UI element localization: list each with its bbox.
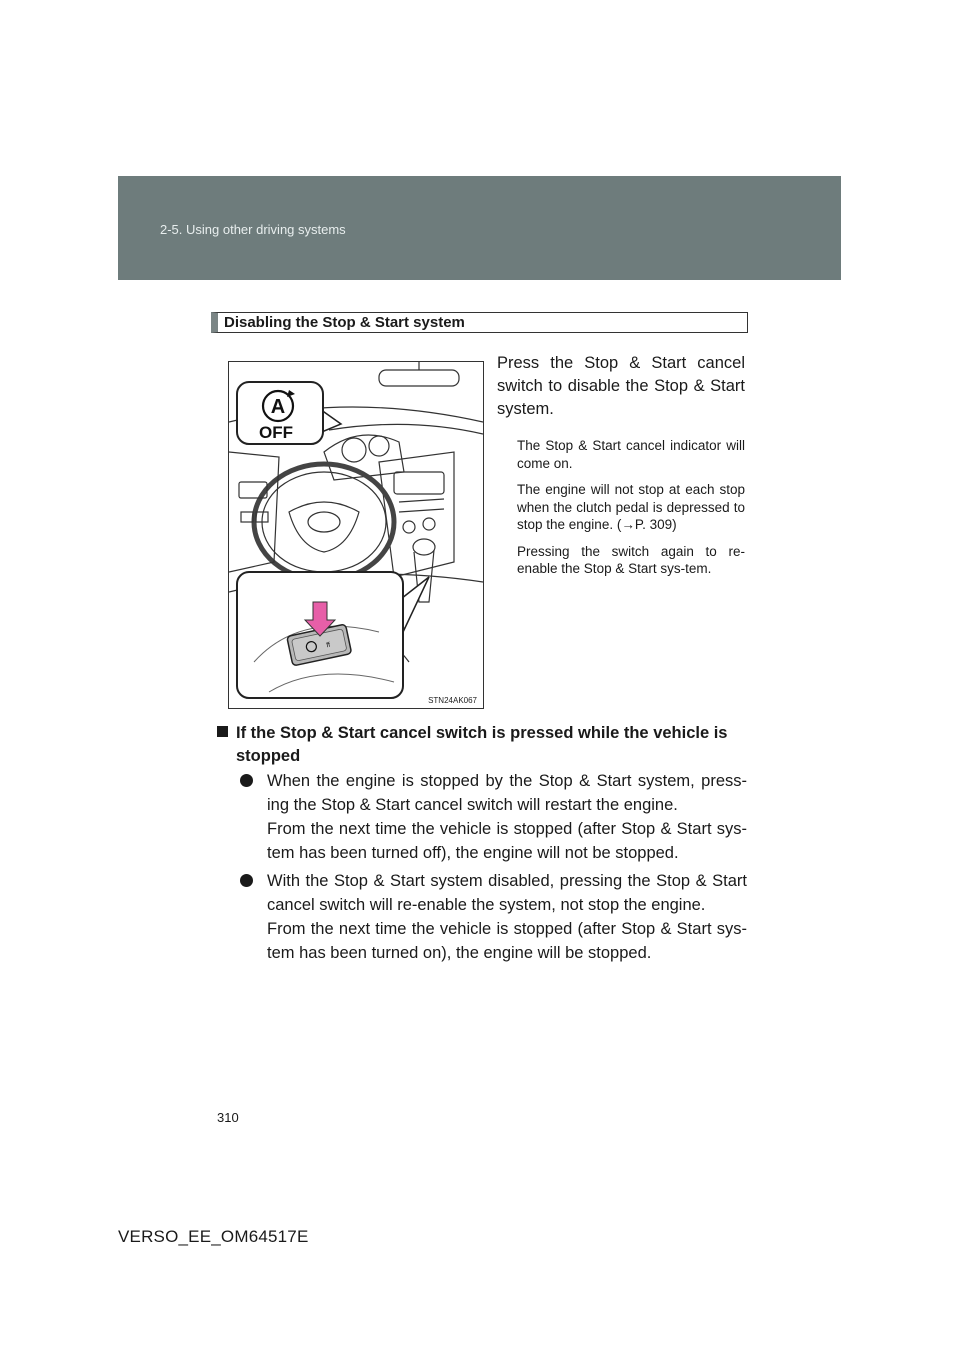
figure-code: STN24AK067 [428, 696, 477, 705]
intro-text: Press the Stop & Start cancel switch to disable the Stop & Start system. [497, 354, 745, 418]
dashboard-illustration [228, 361, 484, 709]
bullet-item: When the engine is stopped by the Stop & Start system, press- ing the Stop & Start cancel switch will restart the engine. From the next time the vehicle is stopped (after Stop & Start sys- tem has been turned off), the engine will not be stopped. [240, 769, 747, 865]
footer-code: VERSO_EE_OM64517E [118, 1227, 309, 1246]
notes [517, 437, 745, 587]
note-item: The engine will not stop at each stop when the clutch pedal is depressed to stop the engine. (→P. 309) [517, 482, 745, 532]
a-symbol: A [270, 396, 286, 418]
dashboard-drawing [229, 362, 483, 708]
header-band [118, 176, 841, 280]
note-item: Pressing the switch again to re-enable the Stop & Start sys-tem. [517, 543, 745, 576]
square-bullet-icon [217, 726, 228, 737]
page-number: 310 [217, 1110, 239, 1125]
section-title: 2-5. Using other driving systems [160, 222, 346, 237]
note-item: The Stop & Start cancel indicator will come on. [517, 438, 745, 471]
subheading: Disabling the Stop & Start system [211, 312, 748, 333]
circle-bullet-icon [240, 874, 253, 887]
topic-heading: If the Stop & Start cancel switch is pressed while the vehicle is stopped [217, 722, 747, 768]
bullet-item: With the Stop & Start system disabled, pressing the Stop & Start cancel switch will re-enable the system, not stop the engine. From the next time the vehicle is stopped (after Stop & Start sys- tem has been turned on), the engine will be stopped. [240, 869, 747, 965]
svg-text:ff: ff [325, 641, 331, 650]
circle-bullet-icon [240, 774, 253, 787]
off-label: OFF [259, 423, 293, 442]
